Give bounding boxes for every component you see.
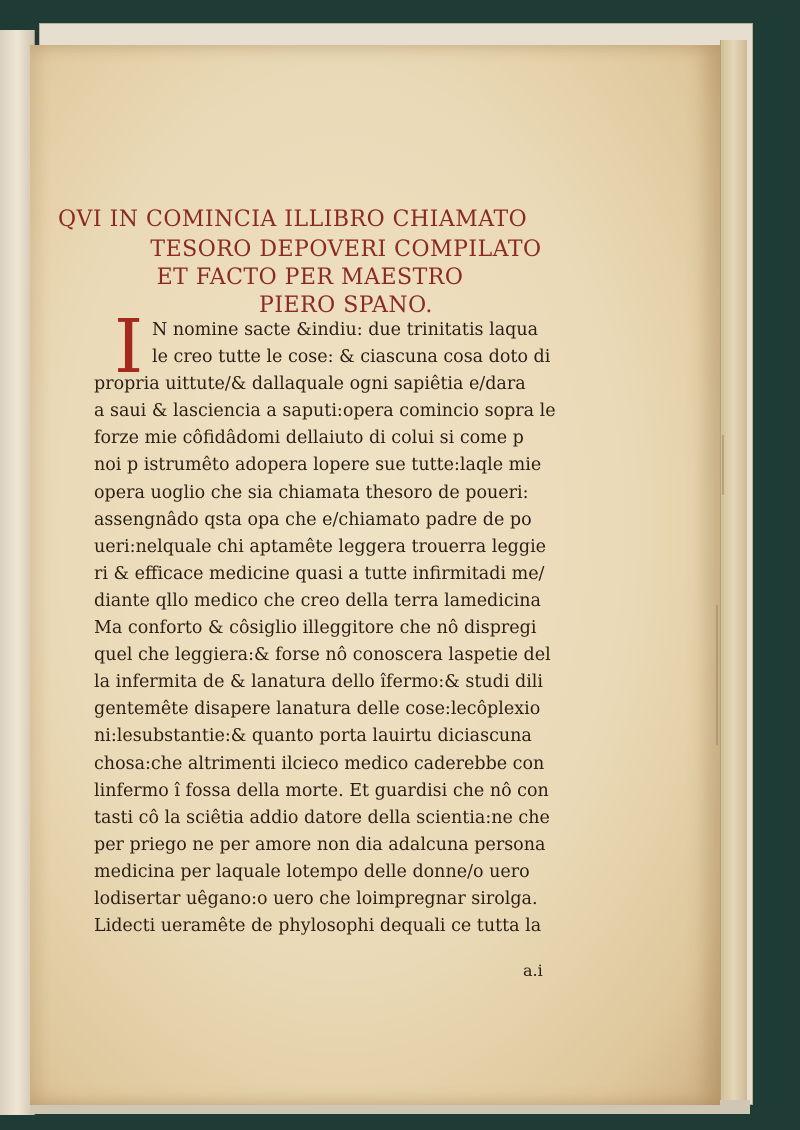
text-line: chosa:che altrimenti ilcieco medico caderebbe con	[94, 753, 545, 774]
text-line: la infermita de & lanatura dello îfermo:& studi dili	[94, 672, 543, 693]
heading-line-3: ET FACTO PER MAESTRO	[156, 265, 464, 290]
heading-line-2: TESORO DEPOVERI COMPILATO	[150, 237, 542, 262]
text-line: a saui & lasciencia a saputi:opera comincio sopra le	[94, 401, 556, 422]
text-line: linfermo î fossa della morte. Et guardisi che nô con	[94, 780, 549, 801]
manuscript-page	[30, 45, 720, 1105]
text-line: noi p istrumêto adopera lopere sue tutte:laqle mie	[94, 455, 542, 476]
text-line: le creo tutte le cose: & ciascuna cosa doto di	[152, 347, 551, 368]
text-line: Lidecti ueramête de phylosophi dequali ce tutta la	[94, 916, 542, 937]
drop-cap: I	[114, 304, 144, 390]
heading-line-4: PIERO SPANO.	[259, 293, 433, 318]
text-line: quel che leggiera:& forse nô conoscera laspetie del	[94, 645, 551, 666]
text-line: ni:lesubstantie:& quanto porta lauirtu diciascuna	[94, 726, 532, 747]
text-line: opera uoglio che sia chiamata thesoro de poueri:	[94, 482, 529, 503]
text-line: ueri:nelquale chi aptamête leggera trouerra leggie	[94, 536, 547, 557]
text-line: assengnâdo qsta opa che e/chiamato padre de po	[94, 509, 532, 530]
page-fore-edge	[720, 40, 747, 1100]
text-line: medicina per laquale lotempo delle donne/o uero	[94, 861, 530, 882]
text-line: per priego ne per amore non dia adalcuna persona	[94, 834, 546, 855]
text-line: N nomine sacte &indiu: due trinitatis laqua	[152, 320, 539, 340]
text-line: tasti cô la sciêtia addio datore della scientia:ne che	[94, 807, 550, 828]
text-line: lodisertar uêgano:o uero che loimpregnar sirolga.	[94, 888, 538, 909]
heading-line-1: QVI IN COMINCIA ILLIBRO CHIAMATO	[58, 207, 528, 232]
margin-mark	[716, 605, 718, 745]
text-line: gentemête disapere lanatura delle cose:lecôplexio	[94, 699, 541, 720]
text-line: diante qllo medico che creo della terra lamedicina	[94, 590, 541, 611]
text-line: Ma conforto & côsiglio illeggitore che nô dispregi	[94, 618, 537, 639]
signature-mark: a.i	[523, 961, 543, 980]
text-line: propria uittute/& dallaquale ogni sapiêtia e/dara	[94, 374, 526, 395]
text-line: ri & efficace medicine quasi a tutte infirmitadi me/	[94, 563, 545, 584]
margin-mark	[722, 435, 724, 495]
text-line: forze mie côfidâdomi dellaiuto di colui si come p	[94, 428, 524, 449]
